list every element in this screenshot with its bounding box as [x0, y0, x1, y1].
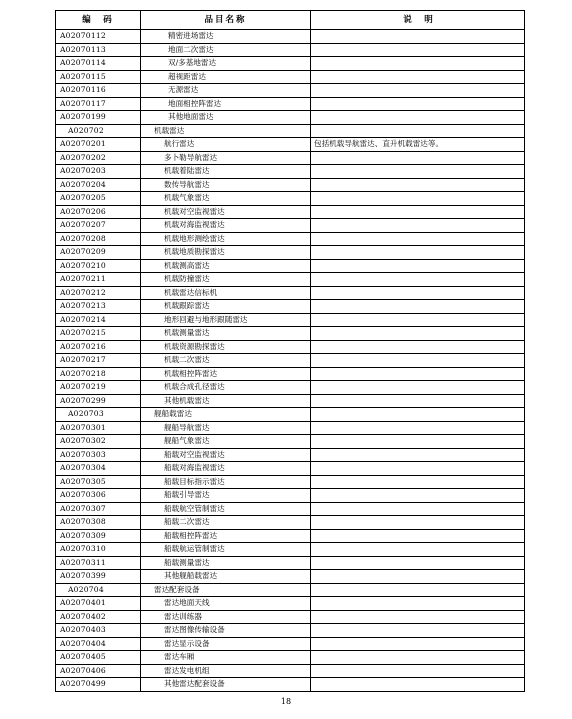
- row-note: [311, 651, 525, 665]
- row-note: [311, 421, 525, 435]
- row-note: [311, 192, 525, 206]
- table-row: [56, 97, 525, 111]
- table-row: [56, 232, 525, 246]
- row-code: A02070306: [56, 489, 141, 503]
- table-row: [56, 475, 525, 489]
- row-note: [311, 516, 525, 530]
- row-code: A020704: [56, 583, 141, 597]
- row-code: A02070117: [56, 97, 141, 111]
- row-code: A02070304: [56, 462, 141, 476]
- row-name: 雷达车厢: [141, 651, 311, 665]
- row-note: [311, 57, 525, 71]
- table-row: [56, 597, 525, 611]
- row-note: [311, 367, 525, 381]
- table-row: [56, 111, 525, 125]
- table-row: [56, 192, 525, 206]
- row-name: 无源雷达: [141, 84, 311, 98]
- row-code: A02070116: [56, 84, 141, 98]
- row-code: A02070209: [56, 246, 141, 260]
- table-row: [56, 286, 525, 300]
- row-name: 舰船气象雷达: [141, 435, 311, 449]
- row-note: [311, 30, 525, 44]
- row-note: [311, 84, 525, 98]
- row-code: A02070210: [56, 259, 141, 273]
- table-row: [56, 219, 525, 233]
- table-row: [56, 448, 525, 462]
- row-name: 船载航运管制雷达: [141, 543, 311, 557]
- row-code: A02070214: [56, 313, 141, 327]
- row-note: [311, 124, 525, 138]
- row-code: A02070113: [56, 43, 141, 57]
- table-row: [56, 151, 525, 165]
- row-name: 精密进场雷达: [141, 30, 311, 44]
- row-name: 数传导航雷达: [141, 178, 311, 192]
- row-note: [311, 408, 525, 422]
- table-row: [56, 327, 525, 341]
- row-note: [311, 286, 525, 300]
- row-note: [311, 570, 525, 584]
- row-code: A02070310: [56, 543, 141, 557]
- table-row: [56, 300, 525, 314]
- row-code: A020703: [56, 408, 141, 422]
- row-name: 机载跟踪雷达: [141, 300, 311, 314]
- row-name: 其他舰船载雷达: [141, 570, 311, 584]
- table-row: [56, 70, 525, 84]
- row-code: A02070403: [56, 624, 141, 638]
- row-code: A02070308: [56, 516, 141, 530]
- page-number: 18: [280, 697, 292, 706]
- row-code: A02070217: [56, 354, 141, 368]
- row-code: A02070499: [56, 678, 141, 692]
- row-code: A02070211: [56, 273, 141, 287]
- row-code: A02070112: [56, 30, 141, 44]
- row-name: 机载合成孔径雷达: [141, 381, 311, 395]
- table-row: [56, 637, 525, 651]
- table-row: [56, 678, 525, 692]
- row-name: 多卜勒导航雷达: [141, 151, 311, 165]
- row-name: 机载防撞雷达: [141, 273, 311, 287]
- row-name: 雷达配套设备: [141, 583, 311, 597]
- row-name: 地形回避与地形跟随雷达: [141, 313, 311, 327]
- row-note: [311, 246, 525, 260]
- header-name: 品目名称: [141, 11, 311, 30]
- row-name: 雷达显示设备: [141, 637, 311, 651]
- row-note: [311, 273, 525, 287]
- row-note: [311, 381, 525, 395]
- row-note: [311, 151, 525, 165]
- row-note: [311, 354, 525, 368]
- row-name: 机载雷达信标机: [141, 286, 311, 300]
- table-row: [56, 556, 525, 570]
- table-row: [56, 570, 525, 584]
- row-code: A02070206: [56, 205, 141, 219]
- row-name: 机载着陆雷达: [141, 165, 311, 179]
- row-name: 船载相控阵雷达: [141, 529, 311, 543]
- table-row: [56, 489, 525, 503]
- row-name: 船载目标指示雷达: [141, 475, 311, 489]
- catalog-table: [55, 10, 525, 692]
- table-row: [56, 43, 525, 57]
- table-row: [56, 516, 525, 530]
- row-code: A02070299: [56, 394, 141, 408]
- table-header-row: [56, 11, 525, 30]
- row-name: 机载测高雷达: [141, 259, 311, 273]
- row-note: [311, 313, 525, 327]
- row-code: A02070115: [56, 70, 141, 84]
- row-name: 机载地质勘探雷达: [141, 246, 311, 260]
- row-note: [311, 232, 525, 246]
- row-code: A02070215: [56, 327, 141, 341]
- table-row: [56, 543, 525, 557]
- row-name: 其他雷达配套设备: [141, 678, 311, 692]
- row-name: 双/多基地雷达: [141, 57, 311, 71]
- row-note: [311, 340, 525, 354]
- table-row: [56, 610, 525, 624]
- row-name: 机载气象雷达: [141, 192, 311, 206]
- row-note: [311, 97, 525, 111]
- row-name: 地面相控阵雷达: [141, 97, 311, 111]
- table-row: [56, 624, 525, 638]
- row-note: [311, 583, 525, 597]
- row-name: 船载二次雷达: [141, 516, 311, 530]
- row-name: 机载测量雷达: [141, 327, 311, 341]
- row-code: A02070305: [56, 475, 141, 489]
- row-note: [311, 664, 525, 678]
- row-code: A02070216: [56, 340, 141, 354]
- header-code: 编 码: [56, 11, 141, 30]
- row-note: [311, 637, 525, 651]
- table-row: [56, 246, 525, 260]
- table-row: [56, 205, 525, 219]
- row-name: 雷达地面天线: [141, 597, 311, 611]
- row-code: A02070311: [56, 556, 141, 570]
- row-name: 机载相控阵雷达: [141, 367, 311, 381]
- table-row: [56, 178, 525, 192]
- table-row: [56, 138, 525, 152]
- row-code: A02070207: [56, 219, 141, 233]
- row-note: [311, 300, 525, 314]
- row-code: A02070302: [56, 435, 141, 449]
- row-code: A02070303: [56, 448, 141, 462]
- row-code: A02070202: [56, 151, 141, 165]
- row-code: A02070205: [56, 192, 141, 206]
- row-note: [311, 327, 525, 341]
- row-code: A02070218: [56, 367, 141, 381]
- row-note: 包括机载导航雷达、直升机载雷达等。: [311, 138, 525, 152]
- row-code: A02070399: [56, 570, 141, 584]
- row-code: A02070199: [56, 111, 141, 125]
- row-name: 雷达图像传输设备: [141, 624, 311, 638]
- row-name: 雷达训练器: [141, 610, 311, 624]
- table-row: [56, 381, 525, 395]
- row-code: A02070212: [56, 286, 141, 300]
- row-note: [311, 178, 525, 192]
- row-note: [311, 205, 525, 219]
- row-note: [311, 489, 525, 503]
- row-name: 雷达发电机组: [141, 664, 311, 678]
- row-name: 船载航空管制雷达: [141, 502, 311, 516]
- row-note: [311, 70, 525, 84]
- row-name: 舰船导航雷达: [141, 421, 311, 435]
- table-row: [56, 340, 525, 354]
- table-body: [56, 30, 525, 692]
- table-row: [56, 583, 525, 597]
- row-code: A020702: [56, 124, 141, 138]
- table-row: [56, 462, 525, 476]
- row-code: A02070405: [56, 651, 141, 665]
- row-code: A02070301: [56, 421, 141, 435]
- row-code: A02070309: [56, 529, 141, 543]
- table-row: [56, 273, 525, 287]
- row-note: [311, 43, 525, 57]
- row-note: [311, 543, 525, 557]
- row-name: 机载对空监视雷达: [141, 205, 311, 219]
- table-row: [56, 408, 525, 422]
- header-note: 说 明: [311, 11, 525, 30]
- row-note: [311, 624, 525, 638]
- row-name: 地面二次雷达: [141, 43, 311, 57]
- table-row: [56, 57, 525, 71]
- row-code: A02070204: [56, 178, 141, 192]
- row-note: [311, 219, 525, 233]
- row-name: 船载测量雷达: [141, 556, 311, 570]
- table-row: [56, 435, 525, 449]
- row-note: [311, 111, 525, 125]
- row-name: 机载资源勘探雷达: [141, 340, 311, 354]
- row-code: A02070203: [56, 165, 141, 179]
- row-name: 船载对海监视雷达: [141, 462, 311, 476]
- row-note: [311, 259, 525, 273]
- table-row: [56, 259, 525, 273]
- row-note: [311, 597, 525, 611]
- row-code: A02070201: [56, 138, 141, 152]
- table-row: [56, 84, 525, 98]
- row-name: 机载二次雷达: [141, 354, 311, 368]
- table-row: [56, 651, 525, 665]
- row-code: A02070406: [56, 664, 141, 678]
- row-name: 其他机载雷达: [141, 394, 311, 408]
- row-note: [311, 502, 525, 516]
- row-code: A02070402: [56, 610, 141, 624]
- row-code: A02070307: [56, 502, 141, 516]
- table-row: [56, 394, 525, 408]
- row-note: [311, 435, 525, 449]
- row-name: 机载对海监视雷达: [141, 219, 311, 233]
- table-row: [56, 367, 525, 381]
- row-note: [311, 610, 525, 624]
- row-name: 其他地面雷达: [141, 111, 311, 125]
- row-note: [311, 448, 525, 462]
- row-code: A02070219: [56, 381, 141, 395]
- row-note: [311, 475, 525, 489]
- row-code: A02070401: [56, 597, 141, 611]
- table-row: [56, 529, 525, 543]
- row-name: 舰船载雷达: [141, 408, 311, 422]
- row-name: 船载引导雷达: [141, 489, 311, 503]
- row-name: 航行雷达: [141, 138, 311, 152]
- row-note: [311, 165, 525, 179]
- row-code: A02070213: [56, 300, 141, 314]
- row-note: [311, 678, 525, 692]
- row-note: [311, 394, 525, 408]
- row-name: 机载地形测绘雷达: [141, 232, 311, 246]
- table-row: [56, 124, 525, 138]
- row-name: 船载对空监视雷达: [141, 448, 311, 462]
- table-row: [56, 354, 525, 368]
- row-name: 超视距雷达: [141, 70, 311, 84]
- row-code: A02070208: [56, 232, 141, 246]
- row-code: A02070404: [56, 637, 141, 651]
- table-row: [56, 502, 525, 516]
- table-row: [56, 664, 525, 678]
- row-note: [311, 529, 525, 543]
- table-row: [56, 165, 525, 179]
- table-row: [56, 421, 525, 435]
- row-code: A02070114: [56, 57, 141, 71]
- table-row: [56, 313, 525, 327]
- row-name: 机载雷达: [141, 124, 311, 138]
- table-row: [56, 30, 525, 44]
- row-note: [311, 556, 525, 570]
- row-note: [311, 462, 525, 476]
